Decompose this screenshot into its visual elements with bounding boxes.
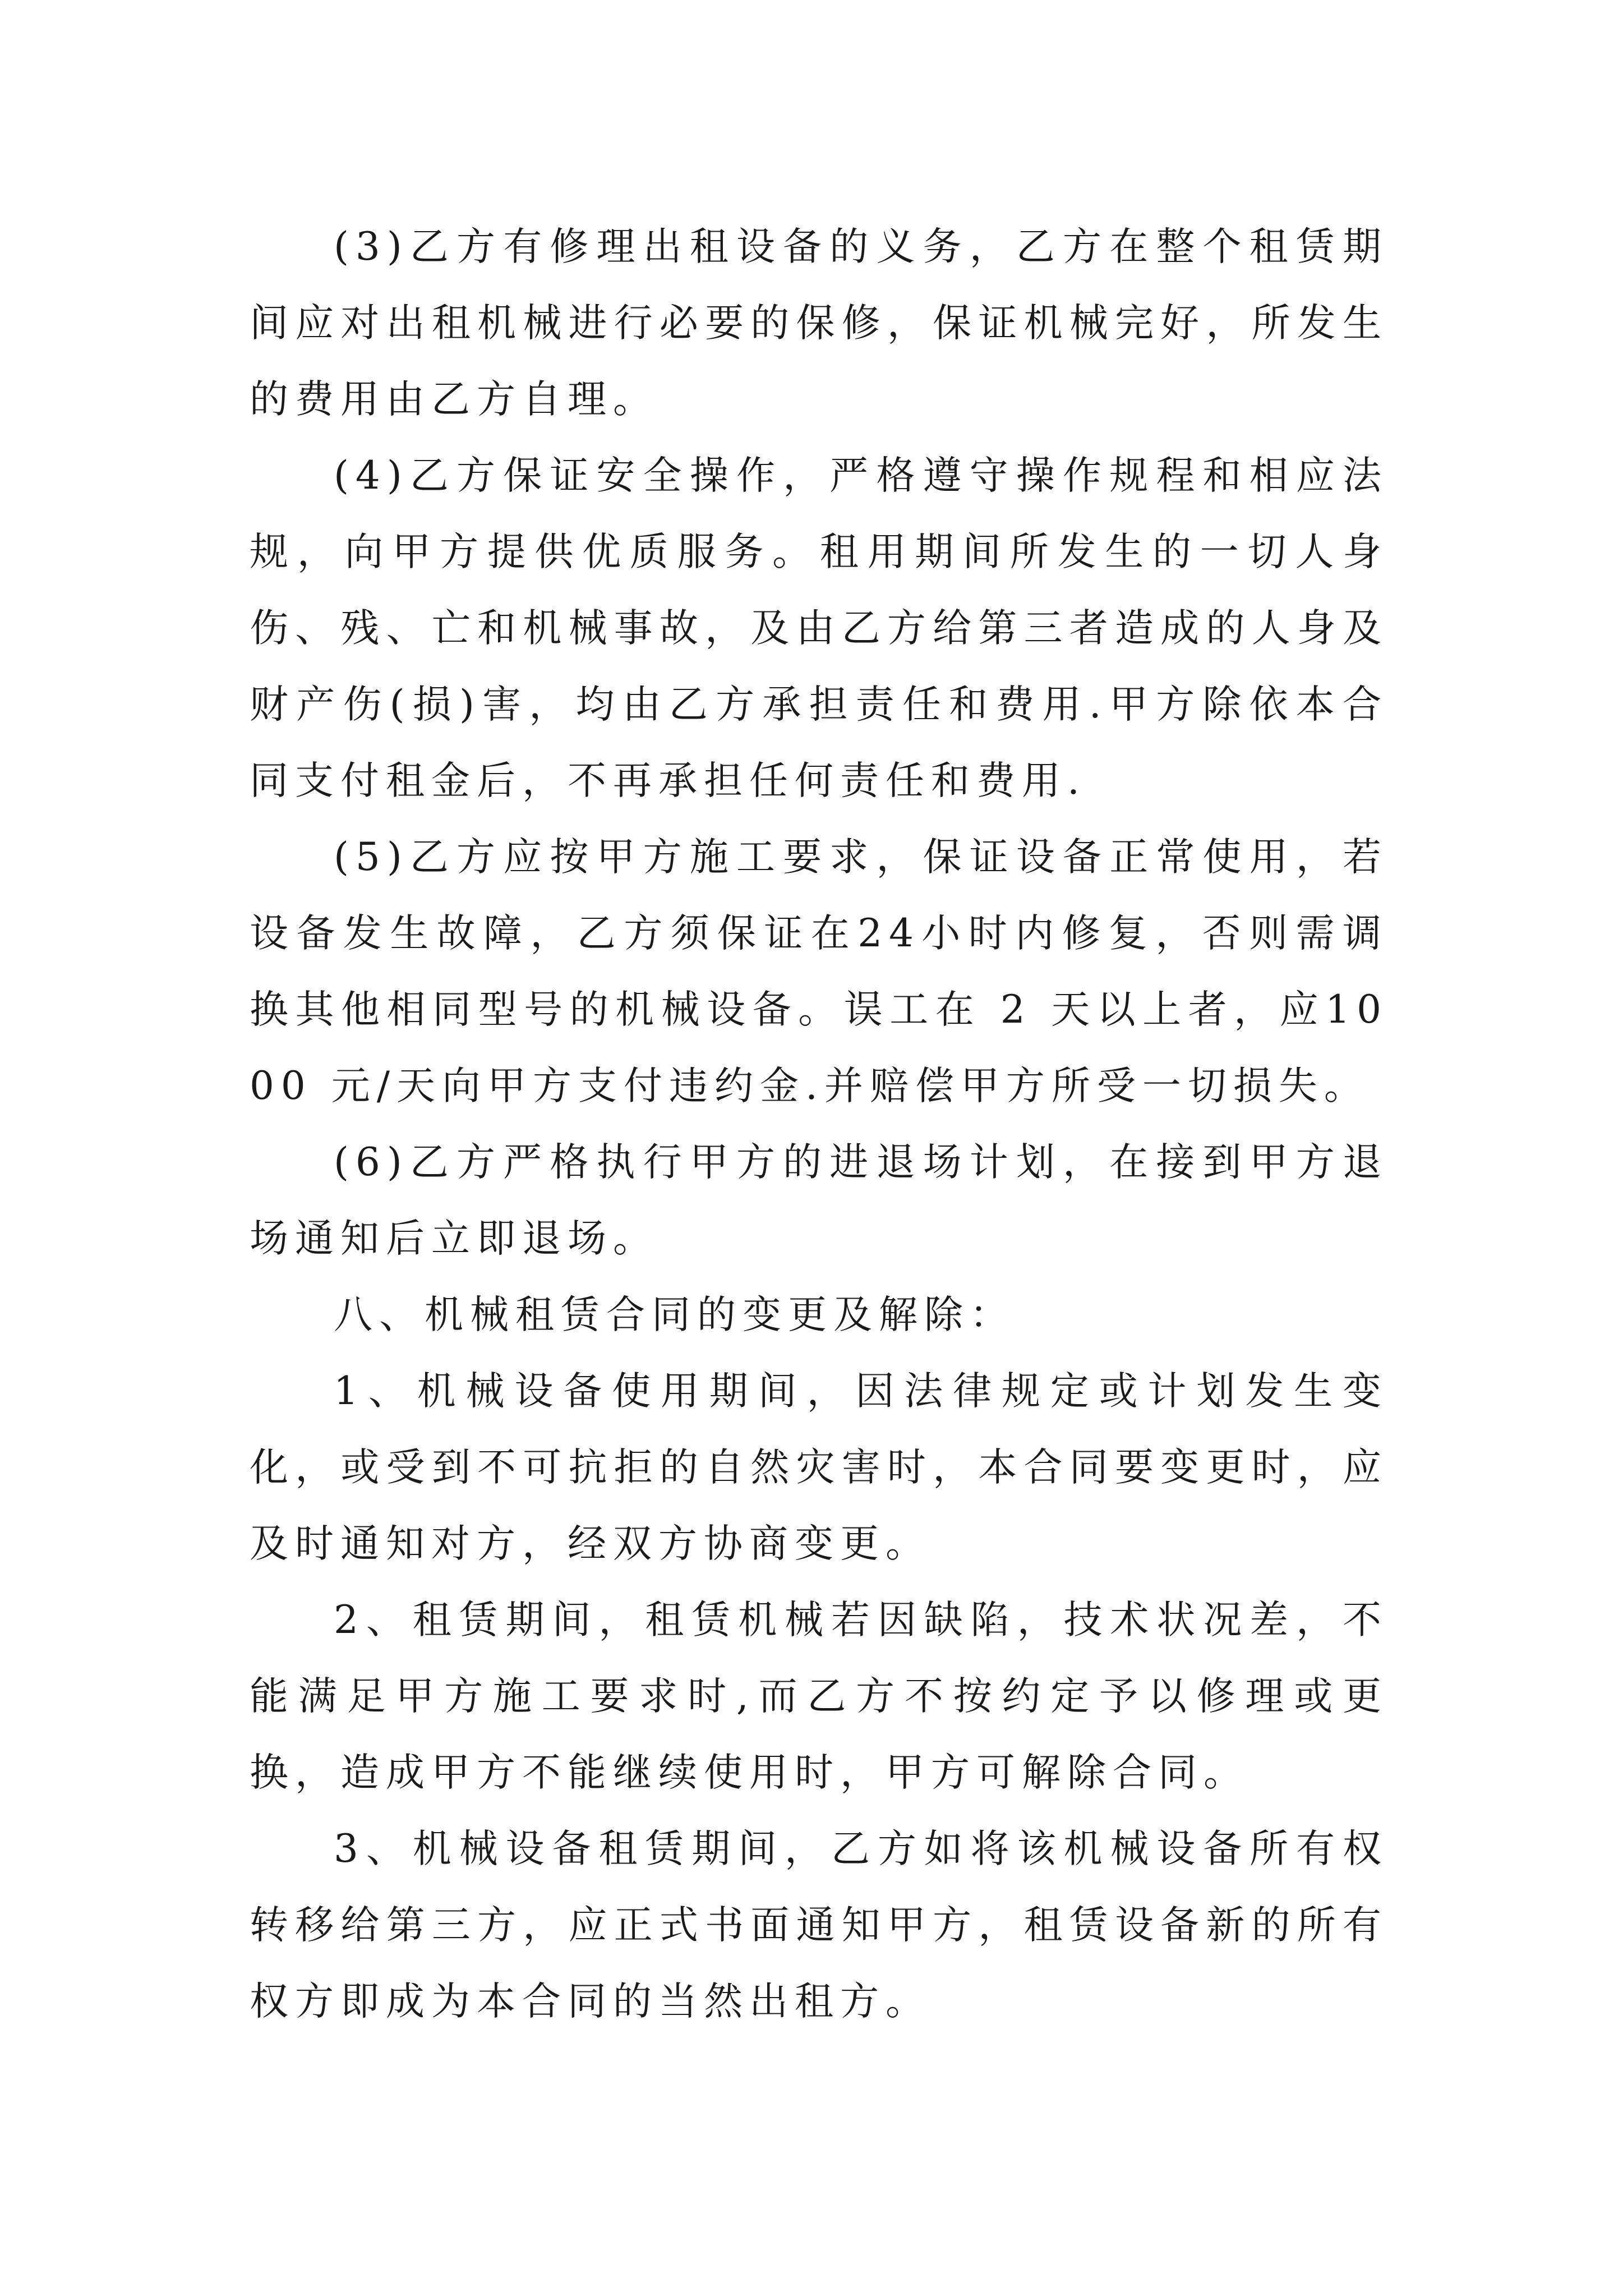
paragraph-item-3: (3)乙方有修理出租设备的义务，乙方在整个租赁期间应对出租机械进行必要的保修，保证机械完好，所发生的费用由乙方自理。 xyxy=(250,224,1388,422)
clause-3: 3、机械设备租赁期间，乙方如将该机械设备所有权转移给第三方，应正式书面通知甲方，租赁设备新的所有权方即成为本合同的当然出租方。 xyxy=(250,1826,1388,2024)
paragraph-item-5: (5)乙方应按甲方施工要求，保证设备正常使用，若设备发生故障，乙方须保证在24小时内修复，否则需调换其他相同型号的机械设备。误工在 2 天以上者，应1000 元/天向甲方支付违约金.并赔偿甲方所受一切损失。 xyxy=(250,835,1388,1108)
clause-2: 2、租赁期间，租赁机械若因缺陷，技术状况差，不能满足甲方施工要求时,而乙方不按约定予以修理或更换，造成甲方不能继续使用时，甲方可解除合同。 xyxy=(250,1598,1388,1795)
paragraph-item-6: (6)乙方严格执行甲方的进退场计划，在接到甲方退场通知后立即退场。 xyxy=(250,1140,1388,1261)
clause-1: 1、机械设备使用期间，因法律规定或计划发生变化，或受到不可抗拒的自然灾害时，本合同要变更时，应及时通知对方，经双方协商变更。 xyxy=(250,1369,1388,1566)
document-body xyxy=(250,209,1388,2040)
section-heading-eight: 八、机械租赁合同的变更及解除： xyxy=(334,1292,1015,1337)
paragraph-item-4: (4)乙方保证安全操作，严格遵守操作规程和相应法规，向甲方提供优质服务。租用期间所发生的一切人身伤、残、亡和机械事故，及由乙方给第三者造成的人身及财产伤(损)害，均由乙方承担责任和费用.甲方除依本合同支付租金后，不再承担任何责任和费用. xyxy=(250,453,1388,803)
